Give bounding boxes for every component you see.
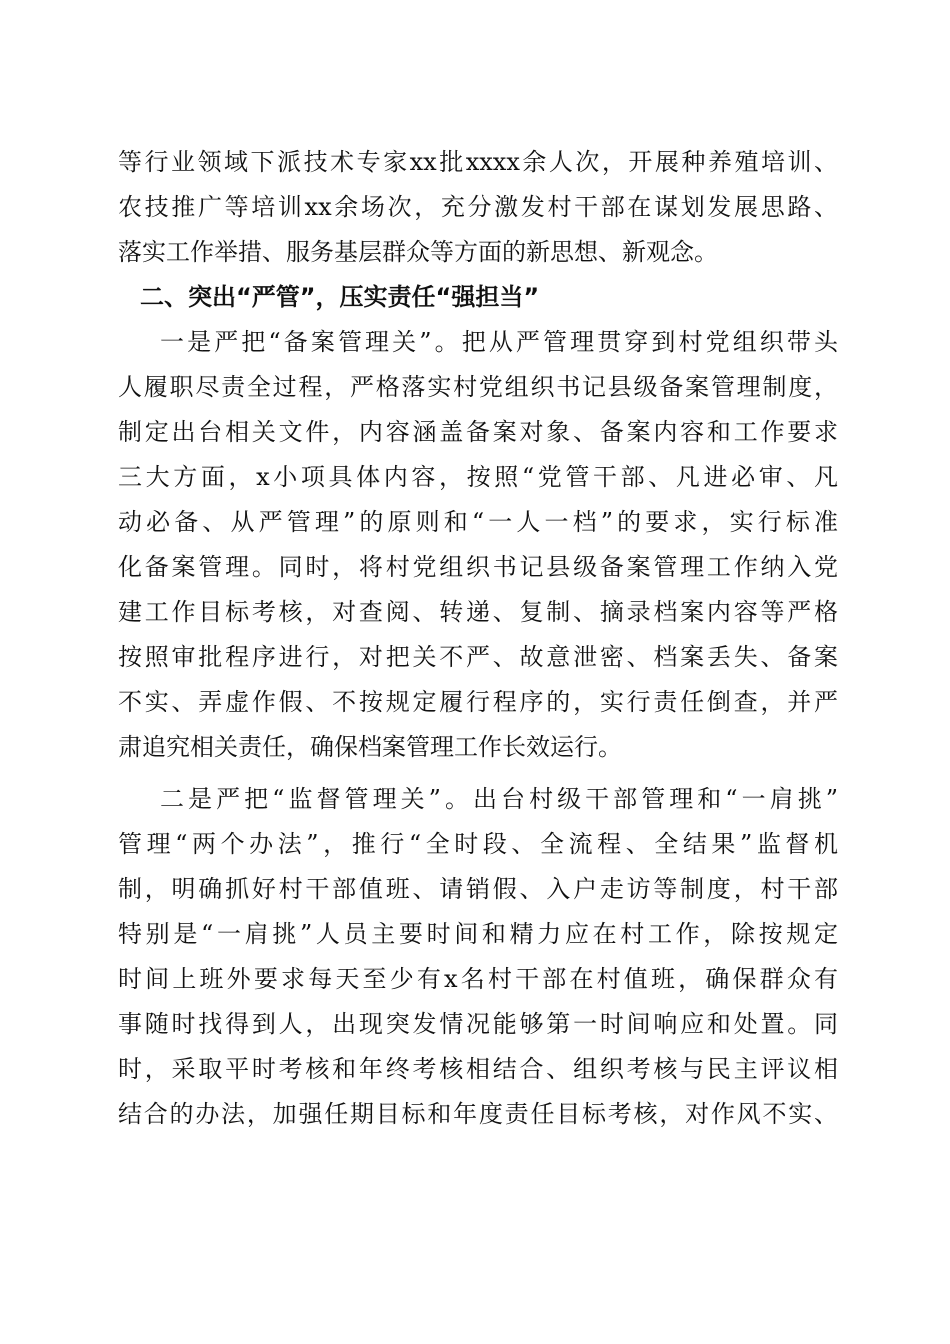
text-line: 不实、弄虚作假、不按规定履行程序的，实行责任倒查，并严: [118, 688, 838, 716]
text-line: 农技推广等培训xx余场次，充分激发村干部在谋划发展思路、: [118, 193, 838, 221]
text-line: 按照审批程序进行，对把关不严、故意泄密、档案丢失、备案: [118, 643, 838, 671]
text-line: 时，采取平时考核和年终考核相结合、组织考核与民主评议相: [118, 1055, 838, 1083]
text-line: 结合的办法，加强任期目标和年度责任目标考核，对作风不实、: [118, 1100, 838, 1128]
paragraph-gap: [118, 770, 838, 777]
text-line: 人履职尽责全过程，严格落实村党组织书记县级备案管理制度，: [118, 373, 838, 401]
document-body: [118, 140, 838, 1137]
text-line: 动必备、从严管理”的原则和“一人一档”的要求，实行标准: [118, 508, 838, 536]
text-line: 一是严把“备案管理关”。把从严管理贯穿到村党组织带头: [160, 328, 838, 356]
paragraph-continuation: [118, 140, 838, 275]
text-line: 三大方面，x小项具体内容，按照“党管干部、凡进必审、凡: [118, 463, 838, 491]
text-line: 等行业领域下派技术专家xx批xxxx余人次，开展种养殖培训、: [118, 148, 838, 176]
text-line: 二是严把“监督管理关”。出台村级干部管理和“一肩挑”: [160, 785, 838, 813]
section-heading-wrapper: [118, 275, 838, 320]
text-line: 管理“两个办法”，推行“全时段、全流程、全结果”监督机: [118, 830, 838, 858]
paragraph-supervision-management: [118, 777, 838, 1137]
text-line: 建工作目标考核，对查阅、转递、复制、摘录档案内容等严格: [118, 598, 838, 626]
text-line: 落实工作举措、服务基层群众等方面的新思想、新观念。: [118, 238, 718, 266]
text-line: 制，明确抓好村干部值班、请销假、入户走访等制度，村干部: [118, 875, 838, 903]
text-line: 化备案管理。同时，将村党组织书记县级备案管理工作纳入党: [118, 553, 838, 581]
text-line: 特别是“一肩挑”人员主要时间和精力应在村工作，除按规定: [118, 920, 838, 948]
text-line: 制定出台相关文件，内容涵盖备案对象、备案内容和工作要求: [118, 418, 838, 446]
text-line: 肃追究相关责任，确保档案管理工作长效运行。: [118, 733, 622, 761]
section-heading: 二、突出“严管”，压实责任“强担当”: [140, 283, 540, 311]
text-line: 时间上班外要求每天至少有x名村干部在村值班，确保群众有: [118, 965, 838, 993]
text-line: 事随时找得到人，出现突发情况能够第一时间响应和处置。同: [118, 1010, 838, 1038]
paragraph-filing-management: [118, 320, 838, 770]
